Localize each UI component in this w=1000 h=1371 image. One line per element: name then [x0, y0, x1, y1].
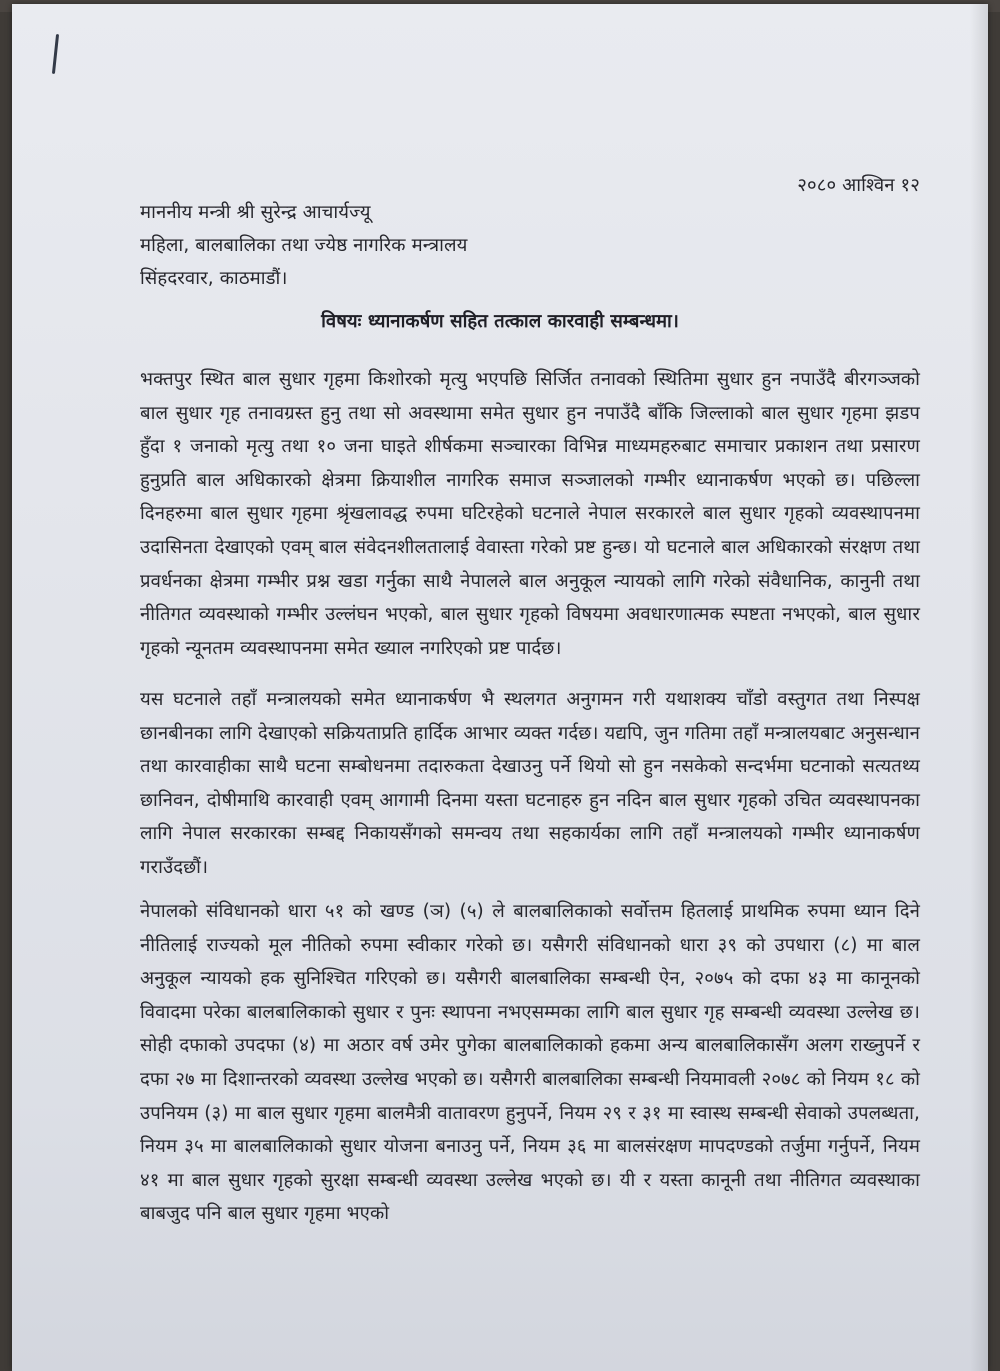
letter-date: २०८० आश्विन १२: [797, 175, 920, 196]
body-paragraph-3: नेपालको संविधानको धारा ५१ को खण्ड (ञ) (५) ले बालबालिकाको सर्वोत्तम हितलाई प्राथमिक रुपमा ध्यान दिने नीतिलाई राज्यको मूल नीतिको रुपमा स्वीकार गरेको छ। यसैगरी संविधानको धारा ३९ को उपधारा (८) मा बाल अनुकूल न्यायको हक सुनिश्चित गरिएको छ। यसैगरी बालबालिका सम्बन्धी ऐन, २०७५ को दफा ४३ मा कानूनको विवादमा परेका बालबालिकाको सुधार र पुनः स्थापना नभएसम्मका लागि बाल सुधार गृह सम्बन्धी व्यवस्था उल्लेख छ। सोही दफाको उपदफा (४) मा अठार वर्ष उमेर पुगेका बालबालिकाको हकमा अन्य बालबालिकासँग अलग राख्नुपर्ने र दफा २७ मा दिशान्तरको व्यवस्था उल्लेख भएको छ। यसैगरी बालबालिका सम्बन्धी नियमावली २०७८ को नियम १८ को उपनियम (३) मा बाल सुधार गृहमा बालमैत्री वातावरण हुनुपर्ने, नियम २९ र ३१ मा स्वास्थ सम्बन्धी सेवाको उपलब्धता, नियम ३५ मा बालबालिकाको सुधार योजना बनाउनु पर्ने, नियम ३६ मा बालसंरक्षण मापदण्डको तर्जुमा गर्नुपर्ने, नियम ४१ मा बाल सुधार गृहको सुरक्षा सम्बन्धी व्यवस्था उल्लेख भएको छ। यी र यस्ता कानूनी तथा नीतिगत व्यवस्थाका बाबजुद पनि बाल सुधार गृहमा भएको: [140, 901, 920, 1225]
recipient-office: महिला, बालबालिका तथा ज्येष्ठ नागरिक मन्त्रालय: [140, 235, 468, 256]
page-edge-shadow: [970, 4, 988, 1371]
letter-subject: विषयः ध्यानाकर्षण सहित तत्काल कारवाही सम्बन्धमा।: [321, 311, 679, 332]
body-paragraph-2: यस घटनाले तहाँ मन्त्रालयको समेत ध्यानाकर्षण भै स्थलगत अनुगमन गरी यथाशक्य चाँडो वस्तुगत तथा निस्पक्ष छानबीनका लागि देखाएको सक्रियताप्रति हार्दिक आभार व्यक्त गर्दछ। यद्यपि, जुन गतिमा तहाँ मन्त्रालयबाट अनुसन्धान तथा कारवाहीका साथै घटना सम्बोधनमा तदारुकता देखाउनु पर्ने थियो सो हुन नसकेको सन्दर्भमा घटनाको सत्यतथ्य छानिवन, दोषीमाथि कारवाही एवम् आगामी दिनमा यस्ता घटनाहरु हुन नदिन बाल सुधार गृहको उचित व्यवस्थापनका लागि नेपाल सरकारका सम्बद्द निकायसँगको समन्वय तथा सहकार्यका लागि तहाँ मन्त्रालयको गम्भीर ध्यानाकर्षण गराउँदछौं।: [140, 689, 920, 878]
recipient-location: सिंहदरवार, काठमाडौं।: [140, 268, 288, 289]
recipient-name: माननीय मन्त्री श्री सुरेन्द्र आचार्यज्यू: [140, 202, 371, 223]
body-paragraph-1: भक्तपुर स्थित बाल सुधार गृहमा किशोरको मृत्यु भएपछि सिर्जित तनावको स्थितिमा सुधार हुन नपाउँदै बीरगञ्जको बाल सुधार गृह तनावग्रस्त हुनु तथा सो अवस्थामा समेत सुधार हुन नपाउँदै बाँकि जिल्लाको बाल सुधार गृहमा झडप हुँदा १ जनाको मृत्यु तथा १० जना घाइते शीर्षकमा सञ्चारका विभिन्न माध्यमहरुबाट समाचार प्रकाशन तथा प्रसारण हुनुप्रति बाल अधिकारको क्षेत्रमा क्रियाशील नागरिक समाज सञ्जालको गम्भीर ध्यानाकर्षण भएको छ। पछिल्ला दिनहरुमा बाल सुधार गृहमा श्रृंखलावद्ध रुपमा घटिरहेको घटनाले नेपाल सरकारले बाल सुधार गृहको व्यवस्थापनमा उदासिनता देखाएको एवम् बाल संवेदनशीलतालाई वेवास्ता गरेको प्रष्ट हुन्छ। यो घटनाले बाल अधिकारको संरक्षण तथा प्रवर्धनका क्षेत्रमा गम्भीर प्रश्न खडा गर्नुका साथै नेपालले बाल अनुकूल न्यायको लागि गरेको संवैधानिक, कानुनी तथा नीतिगत व्यवस्थाको गम्भीर उल्लंघन भएको, बाल सुधार गृहको विषयमा अवधारणात्मक स्पष्टता नभएको, बाल सुधार गृहको न्यूनतम व्यवस्थापनमा समेत ख्याल नगरिएको प्रष्ट पार्दछ।: [140, 369, 920, 659]
pen-mark: [52, 34, 59, 74]
recipient-block: [140, 196, 467, 295]
